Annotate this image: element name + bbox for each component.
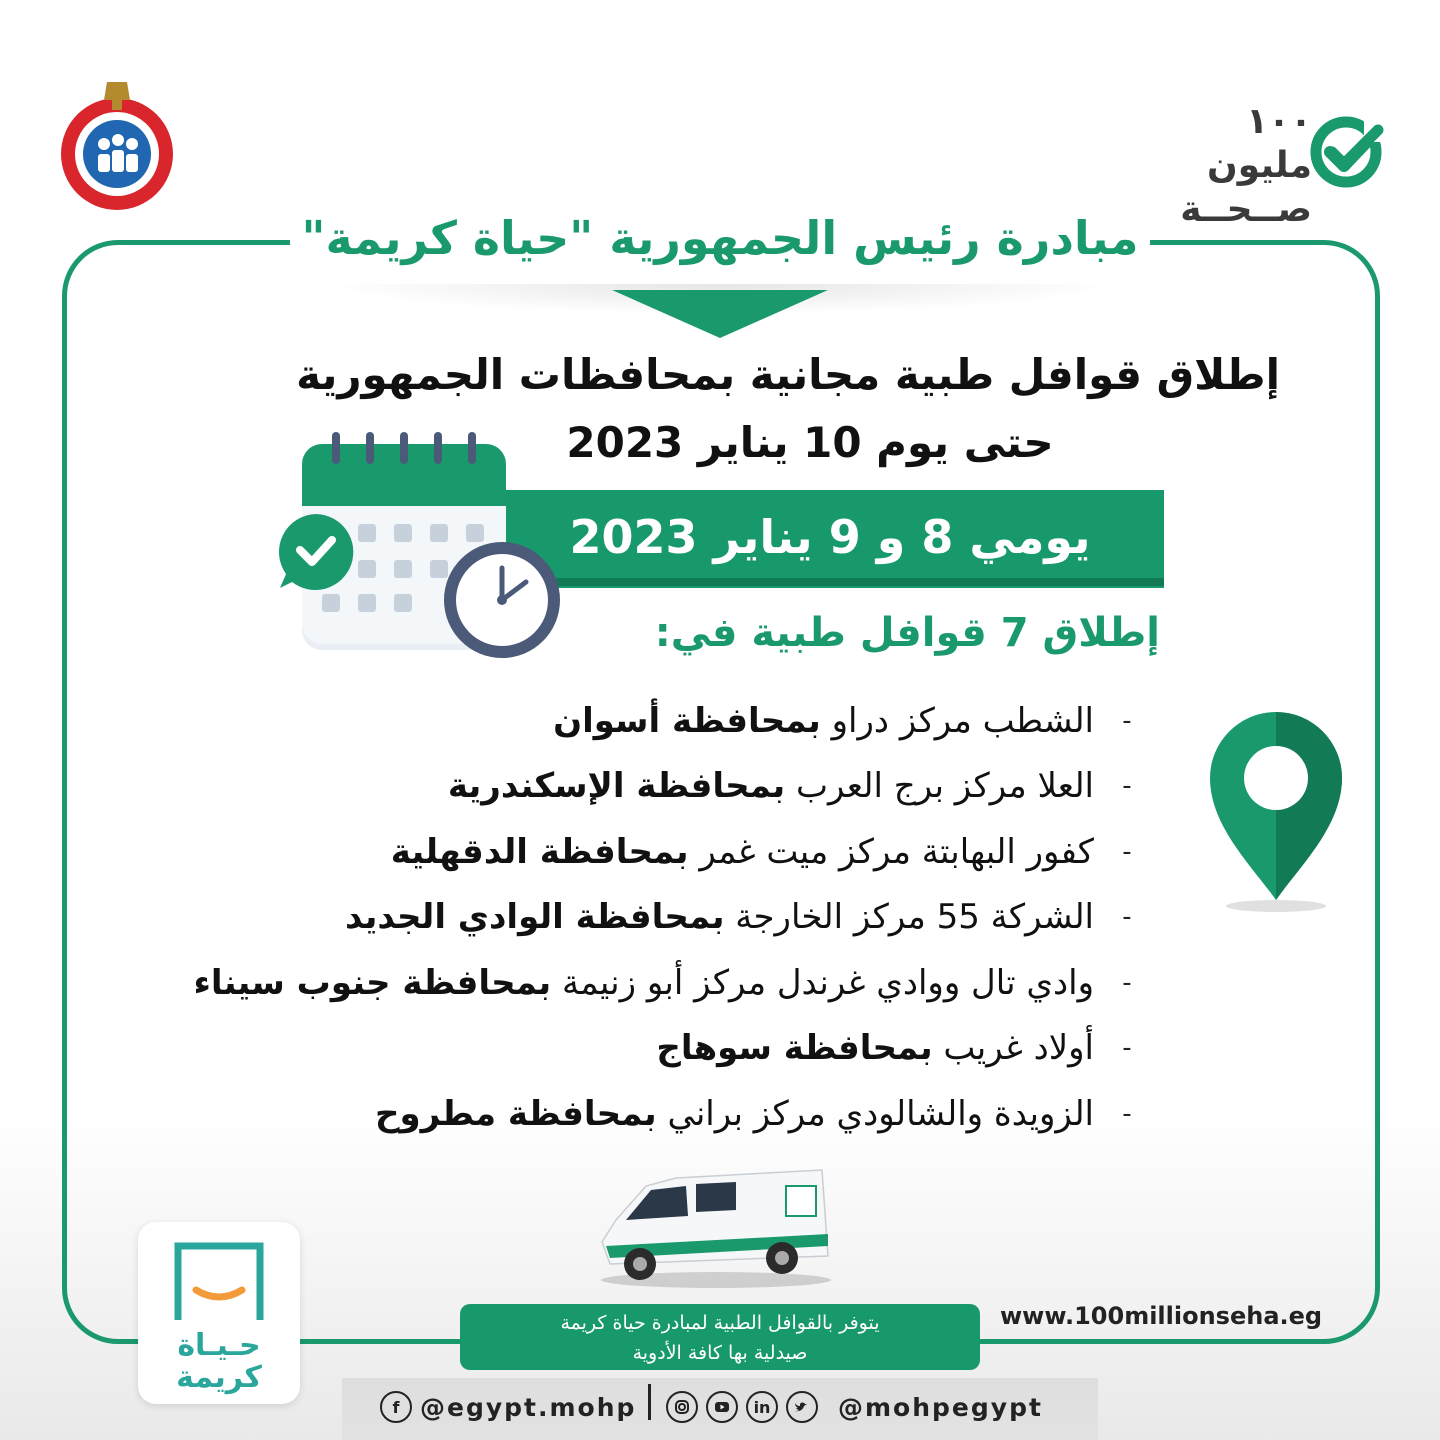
youtube-icon[interactable] <box>706 1391 738 1423</box>
location-place: وادي تال ووادي غرندل مركز أبو زنيمة <box>562 962 1094 1003</box>
facebook-handle[interactable]: @egypt.mohp <box>420 1392 637 1422</box>
list-item <box>100 688 1160 754</box>
location-place: الشطب مركز دراو <box>831 700 1094 741</box>
website-link[interactable]: www.100millionseha.eg <box>1000 1302 1323 1330</box>
date-banner-text: يومي 8 و 9 يناير 2023 <box>569 510 1091 564</box>
location-place: الزويدة والشالودي مركز براني <box>667 1093 1094 1134</box>
location-place: أولاد غريب <box>943 1028 1094 1069</box>
medical-van-image <box>596 1160 836 1290</box>
page-title: مبادرة رئيس الجمهورية "حياة كريمة" <box>301 211 1139 265</box>
subheading: إطلاق 7 قوافل طبية في: <box>654 610 1160 656</box>
pharmacy-note-line-2: صيدلية بها كافة الأدوية <box>632 1342 808 1364</box>
map-pin-icon <box>1200 706 1350 916</box>
location-governorate: بمحافظة جنوب سيناء <box>193 962 552 1003</box>
locations-list <box>100 688 1160 1147</box>
location-governorate: بمحافظة الإسكندرية <box>447 766 786 807</box>
list-dash: - <box>1122 1098 1132 1129</box>
headline-line-2: حتى يوم 10 يناير 2023 <box>566 418 1054 467</box>
location-place: الشركة 55 مركز الخارجة <box>735 897 1094 938</box>
pharmacy-note <box>460 1304 980 1370</box>
location-governorate: بمحافظة مطروح <box>375 1093 657 1134</box>
check-mark-icon <box>1308 112 1388 192</box>
location-governorate: بمحافظة سوهاج <box>656 1028 933 1069</box>
list-item <box>100 950 1160 1016</box>
list-dash: - <box>1122 967 1132 998</box>
social-divider <box>648 1384 651 1420</box>
list-dash: - <box>1122 836 1132 867</box>
location-governorate: بمحافظة الوادي الجديد <box>345 897 725 938</box>
list-dash: - <box>1122 1033 1132 1064</box>
linkedin-icon[interactable]: in <box>746 1391 778 1423</box>
twitter-icon[interactable] <box>786 1391 818 1423</box>
location-place: كفور البهابتة مركز ميت غمر <box>699 831 1094 872</box>
list-item <box>100 885 1160 951</box>
list-item <box>100 754 1160 820</box>
list-item <box>100 819 1160 885</box>
ministry-of-health-logo <box>52 74 182 214</box>
list-dash: - <box>1122 705 1132 736</box>
list-dash: - <box>1122 771 1132 802</box>
location-governorate: بمحافظة أسوان <box>553 700 821 741</box>
location-place: العلا مركز برج العرب <box>796 766 1094 807</box>
list-item <box>100 1081 1160 1147</box>
instagram-icon[interactable] <box>666 1391 698 1423</box>
headline-line-1: إطلاق قوافل طبية مجانية بمحافظات الجمهورية <box>296 350 1280 399</box>
hayah-karima-emblem <box>172 1240 266 1324</box>
seha-logo-text: ١٠٠ مليون صــحــة <box>1180 101 1312 230</box>
facebook-social <box>380 1382 636 1432</box>
mohp-handle[interactable]: @mohpegypt <box>838 1392 1043 1422</box>
facebook-icon[interactable]: f <box>380 1391 412 1423</box>
other-social <box>666 1382 1043 1432</box>
list-dash: - <box>1122 902 1132 933</box>
location-governorate: بمحافظة الدقهلية <box>390 831 689 872</box>
list-item <box>100 1016 1160 1082</box>
hayah-karima-logo-text: حـيـاة كريمة <box>176 1328 262 1395</box>
chevron-down-icon <box>612 290 828 342</box>
pharmacy-note-line-1: يتوفر بالقوافل الطبية لمبادرة حياة كريمة <box>560 1312 880 1334</box>
